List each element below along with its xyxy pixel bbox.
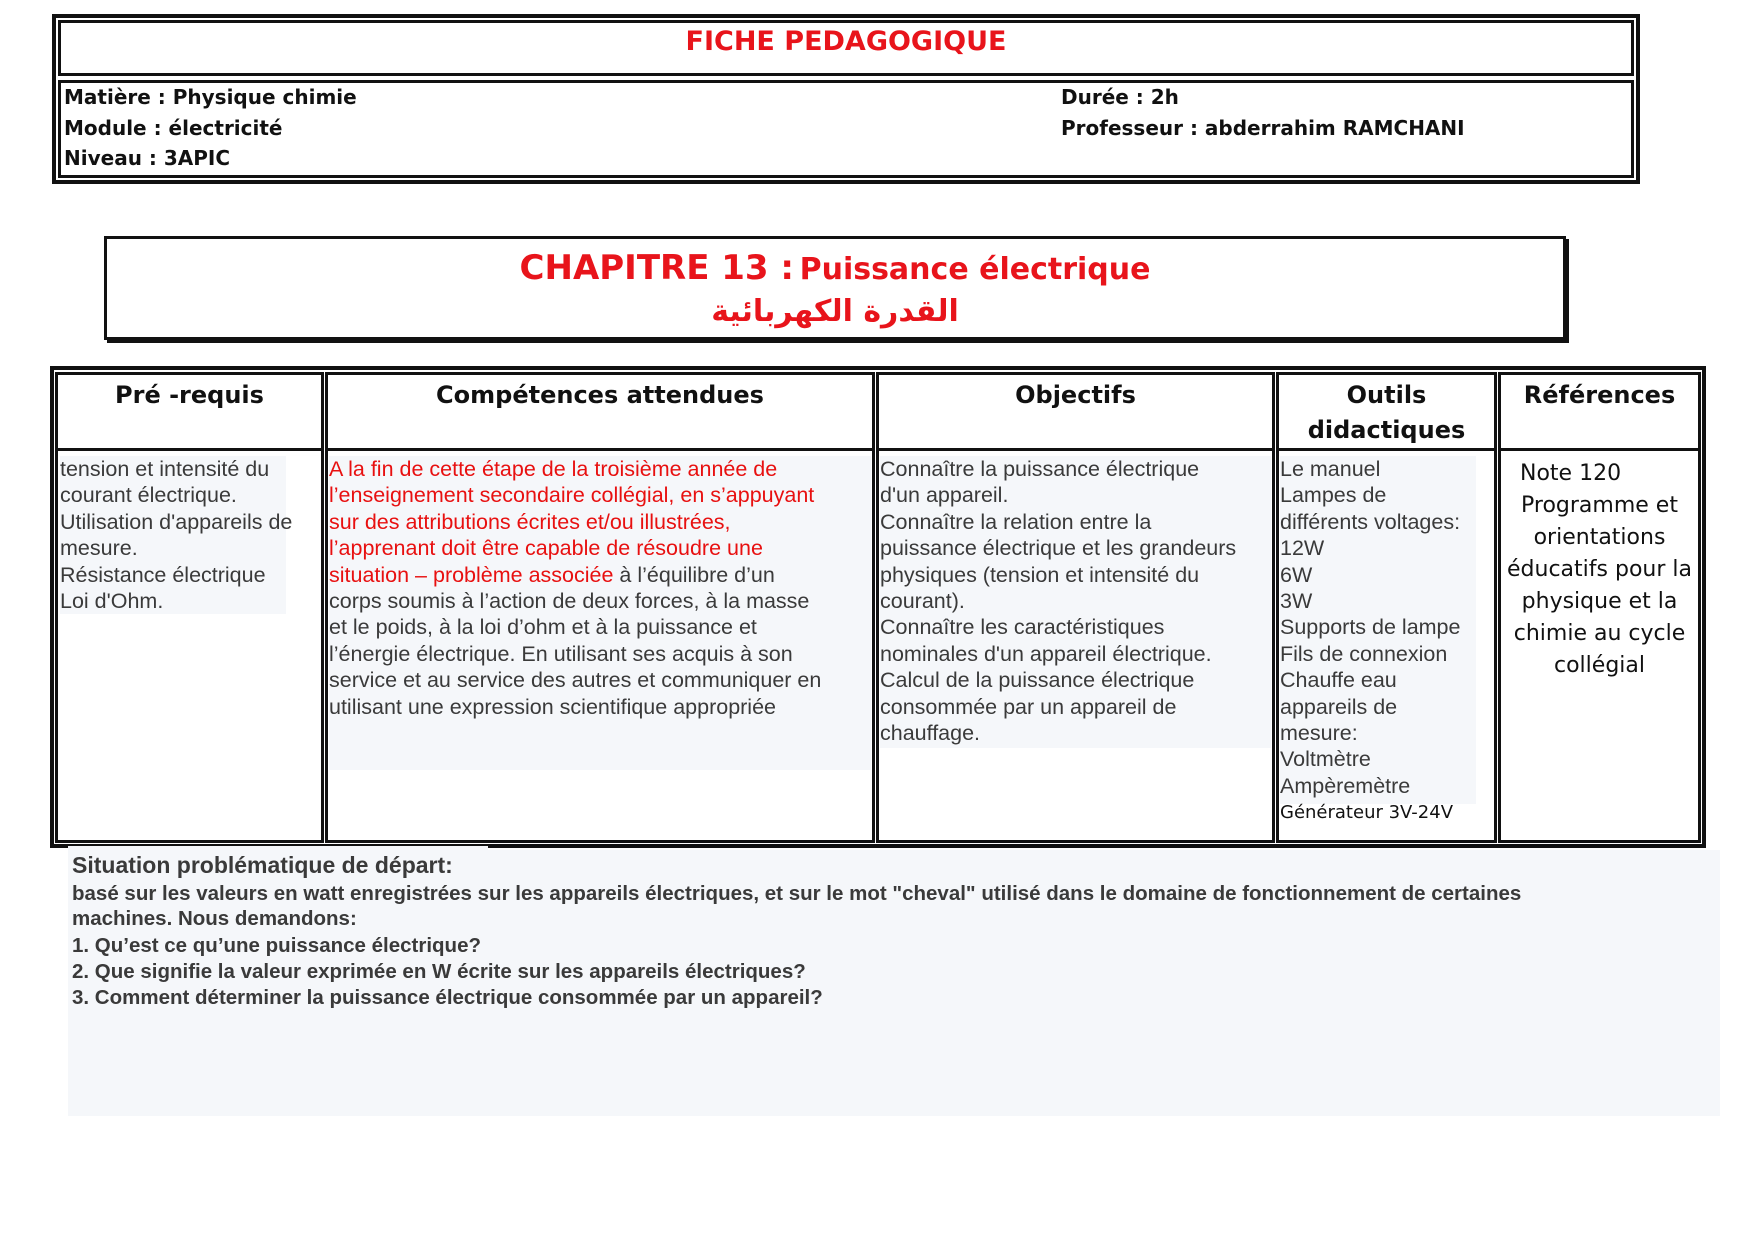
situation-question: 2. Que signifie la valeur exprimée en W écrite sur les appareils électriques?	[72, 960, 806, 983]
competences-line: l’apprenant doit être capable de résoudre une	[329, 536, 763, 561]
competences-line: l’énergie électrique. En utilisant ses acquis à son	[329, 641, 793, 666]
chapter-title-arabic: القدرة الكهربائية	[711, 294, 959, 329]
outils-line: Le manuel	[1280, 457, 1381, 481]
outils-line: Lampes de	[1280, 483, 1387, 508]
competences-line: l’enseignement secondaire collégial, en s’appuyant	[329, 483, 815, 508]
objectifs-line: consommée par un appareil de	[880, 694, 1177, 719]
chapter-title	[104, 248, 1566, 288]
header-outils-line2: didactiques	[1307, 416, 1466, 444]
head-divider	[1276, 448, 1497, 451]
cell-references	[1502, 458, 1697, 682]
cell-competences	[329, 456, 871, 770]
header-outils	[1276, 378, 1497, 448]
chapter-number: CHAPITRE 13 :	[519, 248, 795, 288]
situation-question: 1. Qu’est ce qu’une puissance électrique?	[72, 934, 481, 957]
references-line: physique et la	[1521, 589, 1678, 614]
outils-line: différents voltages:	[1280, 509, 1461, 534]
objectifs-line: d'un appareil.	[880, 483, 1009, 508]
outils-line: Chauffe eau	[1280, 668, 1397, 693]
competences-line: utilisant une expression scientifique appropriée	[329, 694, 776, 719]
outils-line: Ampèremètre	[1280, 773, 1411, 798]
situation-title: Situation problématique de départ:	[72, 852, 453, 878]
cell-prerequis	[60, 456, 293, 614]
objectifs-line: chauffage.	[880, 721, 981, 746]
cell-objectifs	[880, 456, 1271, 748]
chapter-name: Puissance électrique	[799, 252, 1151, 287]
outils-line: Supports de lampe	[1280, 615, 1461, 640]
references-line: éducatifs pour la	[1507, 557, 1692, 582]
prerequis-line: courant électrique.	[60, 483, 237, 508]
prerequis-line: Résistance électrique	[60, 562, 266, 587]
competences-line: corps soumis à l’action de deux forces, à la masse	[329, 589, 810, 614]
head-divider	[876, 448, 1275, 451]
references-line: Programme et	[1521, 493, 1678, 518]
situation-question: 3. Comment déterminer la puissance électrique consommée par un appareil?	[72, 986, 823, 1009]
header-outils-line1: Outils	[1346, 381, 1427, 409]
prerequis-line: mesure.	[60, 536, 138, 561]
teacher-label: Professeur : abderrahim RAMCHANI	[1061, 116, 1465, 140]
competences-line: service et au service des autres et communiquer en	[329, 668, 822, 693]
prerequis-line: Loi d'Ohm.	[60, 589, 164, 614]
objectifs-line: courant).	[880, 589, 965, 614]
document-title: FICHE PEDAGOGIQUE	[685, 26, 1007, 57]
outils-line: 12W	[1280, 536, 1325, 561]
competences-line: A la fin de cette étape de la troisième année de	[329, 457, 778, 481]
header-competences: Compétences attendues	[436, 381, 764, 409]
outils-line: 3W	[1280, 589, 1313, 614]
objectifs-line: Calcul de la puissance électrique	[880, 668, 1195, 693]
prerequis-line: Utilisation d'appareils de	[60, 509, 293, 534]
duration-label: Durée : 2h	[1061, 85, 1179, 109]
cell-outils	[1280, 456, 1476, 804]
competences-line: sur des attributions écrites et/ou illustrées,	[329, 509, 731, 534]
module-label: Module : électricité	[64, 116, 283, 140]
competences-line: et le poids, à la loi d’ohm et à la puissance et	[329, 615, 757, 640]
outils-line: Fils de connexion	[1280, 641, 1448, 666]
prerequis-line: tension et intensité du	[60, 457, 270, 481]
head-divider	[1498, 448, 1701, 451]
objectifs-line: physiques (tension et intensité du	[880, 562, 1200, 587]
situation-line: machines. Nous demandons:	[72, 907, 357, 930]
outils-line: mesure:	[1280, 721, 1358, 746]
objectifs-line: Connaître la puissance électrique	[880, 457, 1200, 481]
outils-line: appareils de	[1280, 694, 1398, 719]
outils-generator: Générateur 3V-24V	[1280, 802, 1454, 823]
competences-line	[329, 562, 871, 588]
objectifs-line: puissance électrique et les grandeurs	[880, 536, 1237, 561]
references-line: chimie au cycle	[1513, 621, 1686, 646]
competences-highlight: situation – problème associée	[329, 562, 614, 587]
situation-line: basé sur les valeurs en watt enregistrées sur les appareils électriques, et sur le mot "cheval" utilisé dans le domaine de fonctionnement de certaines	[72, 882, 1522, 905]
outils-line: 6W	[1280, 562, 1313, 587]
objectifs-line: Connaître la relation entre la	[880, 509, 1152, 534]
references-line: orientations	[1533, 525, 1666, 550]
level-label: Niveau : 3APIC	[64, 146, 231, 170]
header-objectifs: Objectifs	[1015, 381, 1136, 409]
head-divider	[325, 448, 875, 451]
references-line: collégial	[1554, 653, 1645, 678]
header-prerequis: Pré -requis	[115, 381, 264, 409]
references-line: Note 120	[1520, 461, 1622, 486]
objectifs-line: Connaître les caractéristiques	[880, 615, 1165, 640]
header-references: Références	[1523, 381, 1676, 409]
objectifs-line: nominales d'un appareil électrique.	[880, 641, 1212, 666]
subject-label: Matière : Physique chimie	[64, 85, 357, 109]
competences-text: à l’équilibre d’un	[613, 562, 775, 587]
outils-line: Voltmètre	[1280, 747, 1371, 772]
head-divider	[55, 448, 324, 451]
